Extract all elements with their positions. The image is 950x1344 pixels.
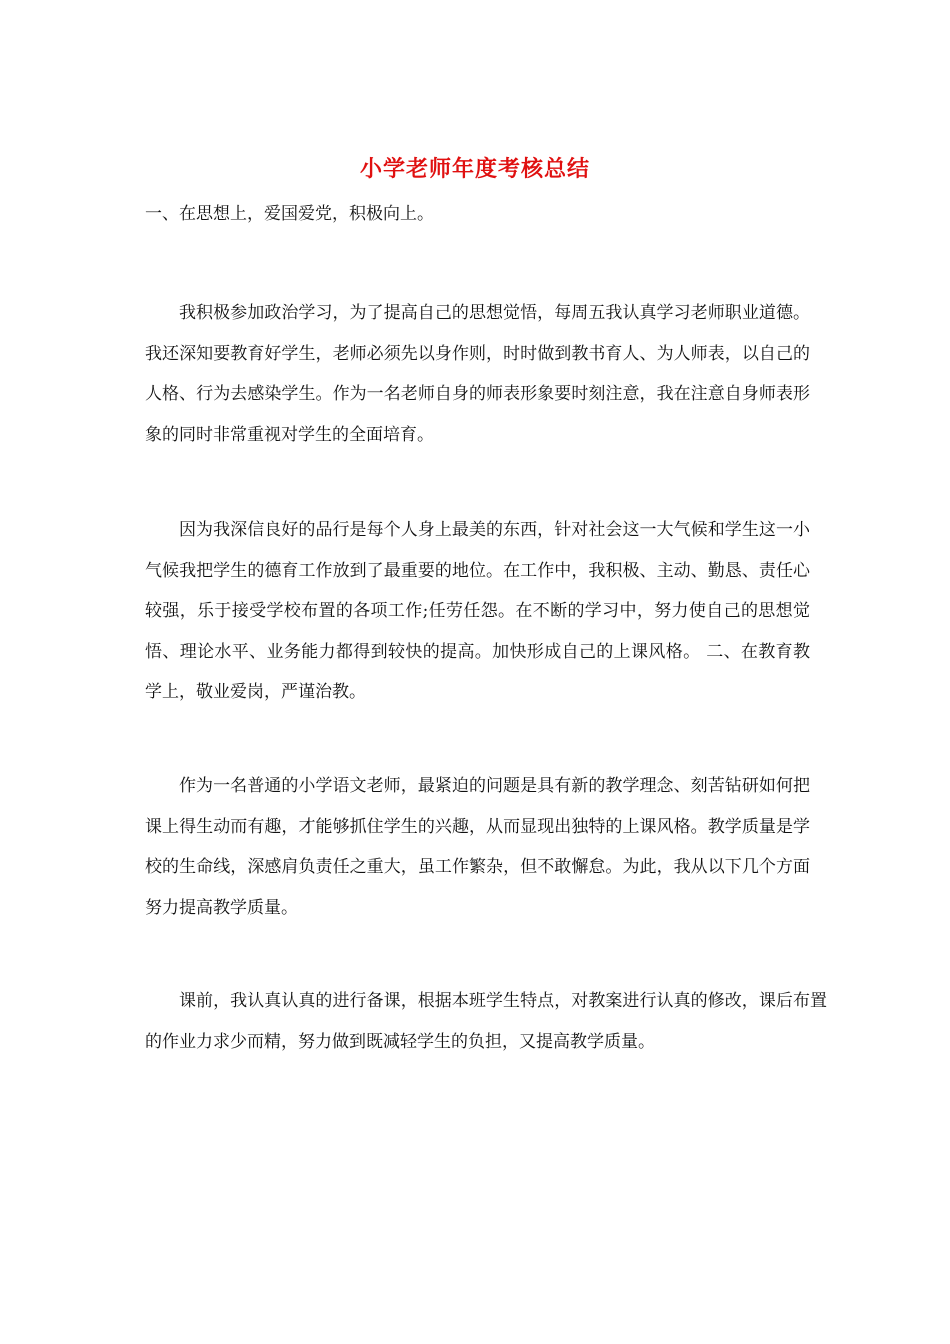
section-heading: 一、在思想上，爱国爱党，积极向上。 [145, 204, 434, 224]
paragraph-4: 课前，我认真认真的进行备课，根据本班学生特点，对教案进行认真的修改，课后布置的作业力求少而精，努力做到既减轻学生的负担，又提高教学质量。 [145, 991, 827, 1052]
paragraph-1: 我积极参加政治学习，为了提高自己的思想觉悟，每周五我认真学习老师职业道德。我还深知要教育好学生，老师必须先以身作则，时时做到教书育人、为人师表，以自己的人格、行为去感染学生。作为一名老师自身的师表形象要时刻注意，我在注意自身师表形象的同时非常重视对学生的全面培育。 [145, 303, 810, 445]
paragraph-2: 因为我深信良好的品行是每个人身上最美的东西，针对社会这一大气候和学生这一小气候我把学生的德育工作放到了最重要的地位。在工作中，我积极、主动、勤恳、责任心较强，乐于接受学校布置的各项工作;任劳任怨。在不断的学习中，努力使自己的思想觉悟、理论水平、业务能力都得到较快的提高。加快形成自己的上课风格。 二、在教育教学上，敬业爱岗，严谨治教。 [145, 520, 810, 702]
paragraph-3: 作为一名普通的小学语文老师，最紧迫的问题是具有新的教学理念、刻苦钻研如何把课上得生动而有趣，才能够抓住学生的兴趣，从而显现出独特的上课风格。教学质量是学校的生命线，深感肩负责任之重大，虽工作繁杂，但不敢懈怠。为此，我从以下几个方面努力提高教学质量。 [145, 776, 810, 918]
document-title: 小学老师年度考核总结 [359, 156, 590, 182]
